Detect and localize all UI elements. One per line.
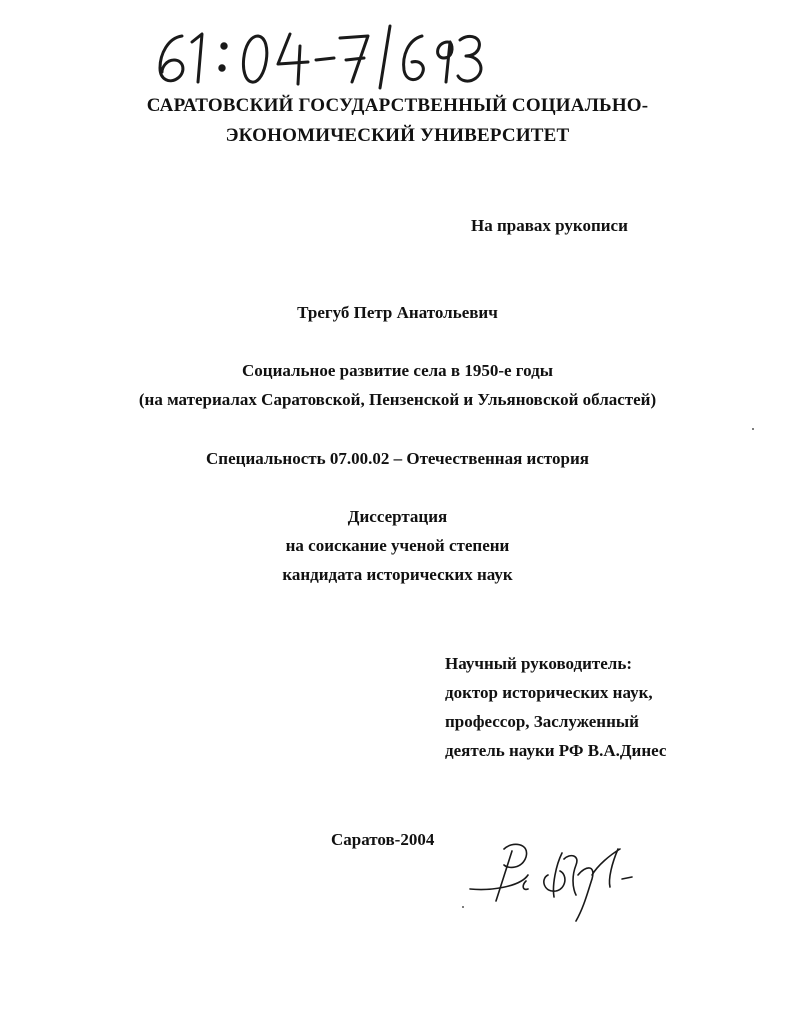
dissertation-title-line-2: (на материалах Саратовской, Пензенской и Ульяновской областей)	[138, 390, 657, 409]
degree-name: кандидата исторических наук	[282, 565, 513, 584]
handwritten-archive-number	[140, 20, 500, 90]
manuscript-rights: На правах рукописи	[471, 216, 628, 235]
scan-speck	[752, 428, 754, 430]
dissertation-label: Диссертация	[347, 507, 448, 526]
city-year: Саратов-2004	[331, 830, 435, 849]
university-name-line-1: САРАТОВСКИЙ ГОСУДАРСТВЕННЫЙ СОЦИАЛЬНО-	[146, 95, 649, 116]
dissertation-title-line-1: Социальное развитие села в 1950-е годы	[242, 361, 553, 380]
scan-speck	[462, 906, 464, 908]
advisor-label: Научный руководитель:	[445, 654, 632, 673]
degree-line: на соискание ученой степени	[285, 536, 510, 555]
advisor-name: деятель науки РФ В.А.Динес	[445, 741, 667, 760]
specialty: Специальность 07.00.02 – Отечественная история	[206, 449, 589, 468]
advisor-degree: доктор исторических наук,	[445, 683, 653, 702]
author-name: Трегуб Петр Анатольевич	[297, 303, 498, 322]
advisor-title: профессор, Заслуженный	[445, 712, 639, 731]
signature	[460, 835, 650, 930]
university-name-line-2: ЭКОНОМИЧЕСКИЙ УНИВЕРСИТЕТ	[225, 125, 570, 146]
